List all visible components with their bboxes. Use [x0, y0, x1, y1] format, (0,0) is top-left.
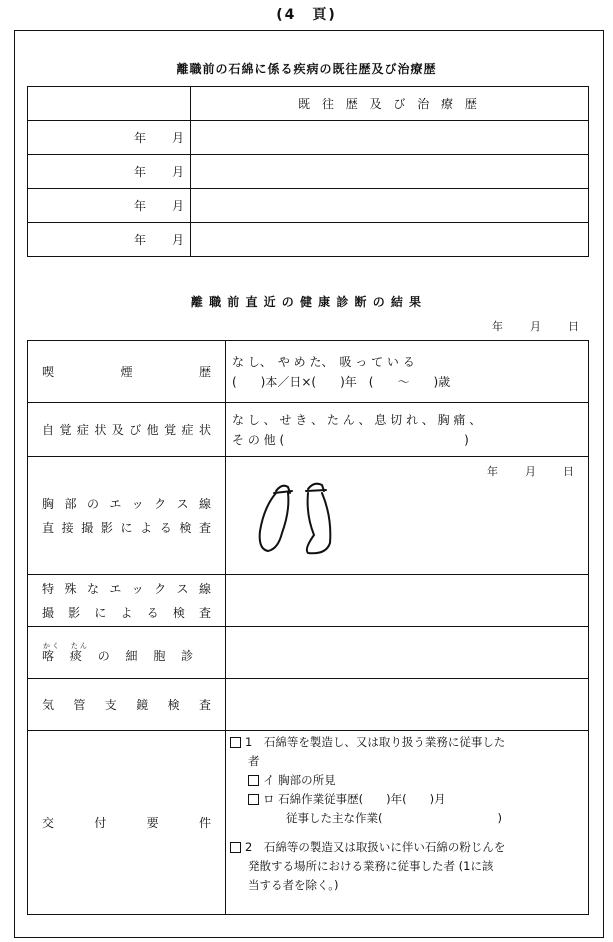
history-entry-field[interactable] — [191, 155, 589, 189]
chest-xray-date: 年 月 日 — [487, 465, 582, 478]
req-item2-checkbox[interactable] — [230, 842, 241, 853]
month-label: 月 — [171, 199, 184, 213]
chest-xray-label-1: 胸部のエックス線 — [42, 496, 211, 511]
year-label: 年 — [133, 165, 146, 179]
req-item1b-sub[interactable]: 従事した主な作業( ) — [286, 811, 502, 825]
smoking-label: 喫 煙 歴 — [28, 341, 226, 403]
bronchoscopy-row — [28, 679, 589, 731]
req-item1b-text[interactable]: ロ 石綿作業従事歴( )年( )月 — [263, 792, 446, 806]
special-xray-field[interactable] — [226, 575, 589, 627]
history-row — [28, 223, 589, 257]
year-label: 年 — [133, 131, 146, 145]
sputum-kanji-2: 痰たん — [69, 641, 88, 663]
lungs-sketch-icon — [246, 477, 356, 567]
year-label: 年 — [133, 199, 146, 213]
req-item1-checkbox[interactable] — [230, 737, 241, 748]
req-item1a-checkbox[interactable] — [248, 775, 259, 786]
symptoms-row — [28, 403, 589, 457]
history-row — [28, 155, 589, 189]
special-xray-label-1: 特殊なエックス線 — [42, 581, 211, 596]
special-xray-label-2: 撮影による検査 — [42, 605, 211, 620]
requirements-label: 交 付 要 件 — [28, 731, 226, 915]
month-label: 月 — [171, 131, 184, 145]
req-item2-text-end: 当する者を除く。) — [248, 878, 339, 892]
chest-xray-row — [28, 457, 589, 575]
history-entry-field[interactable] — [191, 189, 589, 223]
smoking-options[interactable]: な し、 や め た、 吸 っ て い る — [232, 354, 415, 369]
bronchoscopy-label: 気管支鏡検査 — [28, 679, 226, 731]
symptoms-other[interactable]: そ の 他 ( ) — [232, 432, 469, 447]
sputum-row — [28, 627, 589, 679]
req-item2-text-cont: 発散する場所における業務に従事した者 (1に該 — [248, 859, 494, 873]
req-item1-text-cont: 者 — [248, 754, 260, 768]
requirements-row — [28, 731, 589, 915]
month-label: 月 — [171, 233, 184, 247]
special-xray-row — [28, 575, 589, 627]
req-item1a-text: イ 胸部の所見 — [263, 773, 336, 787]
req-item1b-checkbox[interactable] — [248, 794, 259, 805]
sputum-kanji-1: 喀かく — [42, 641, 61, 663]
symptoms-options[interactable]: な し 、 せ き 、 た ん 、 息 切 れ 、 胸 痛 、 — [232, 412, 482, 427]
month-label: 月 — [171, 165, 184, 179]
symptoms-label: 自覚症状及び他覚症状 — [28, 403, 226, 457]
sputum-label-rest: の 細 胞 診 — [97, 648, 200, 663]
history-entry-field[interactable] — [191, 121, 589, 155]
history-row — [28, 121, 589, 155]
smoking-amount[interactable]: ( )本／日×( )年 ( ～ )歳 — [232, 374, 451, 389]
sputum-field[interactable] — [226, 627, 589, 679]
req-item2-text: 2 石綿等の製造又は取扱いに伴い石綿の粉じんを — [245, 840, 506, 854]
page-number: (4 頁) — [276, 7, 337, 23]
year-label: 年 — [133, 233, 146, 247]
bronchoscopy-field[interactable] — [226, 679, 589, 731]
history-header: 既 往 歴 及 び 治 療 歴 — [191, 87, 589, 121]
exam-title: 離 職 前 直 近 の 健 康 診 断 の 結 果 — [190, 295, 423, 309]
history-entry-field[interactable] — [191, 223, 589, 257]
history-table — [27, 86, 589, 257]
sputum-label — [28, 627, 226, 679]
history-row — [28, 189, 589, 223]
history-title: 離職前の石綿に係る疾病の既往歴及び治療歴 — [176, 62, 437, 76]
req-item1-text: 1 石綿等を製造し、又は取り扱う業務に従事した — [245, 735, 506, 749]
exam-table — [27, 340, 589, 915]
chest-xray-label-2: 直接撮影による検査 — [42, 520, 211, 535]
smoking-row — [28, 341, 589, 403]
exam-date: 年 月 日 — [492, 320, 587, 333]
history-header-blank — [28, 87, 191, 121]
